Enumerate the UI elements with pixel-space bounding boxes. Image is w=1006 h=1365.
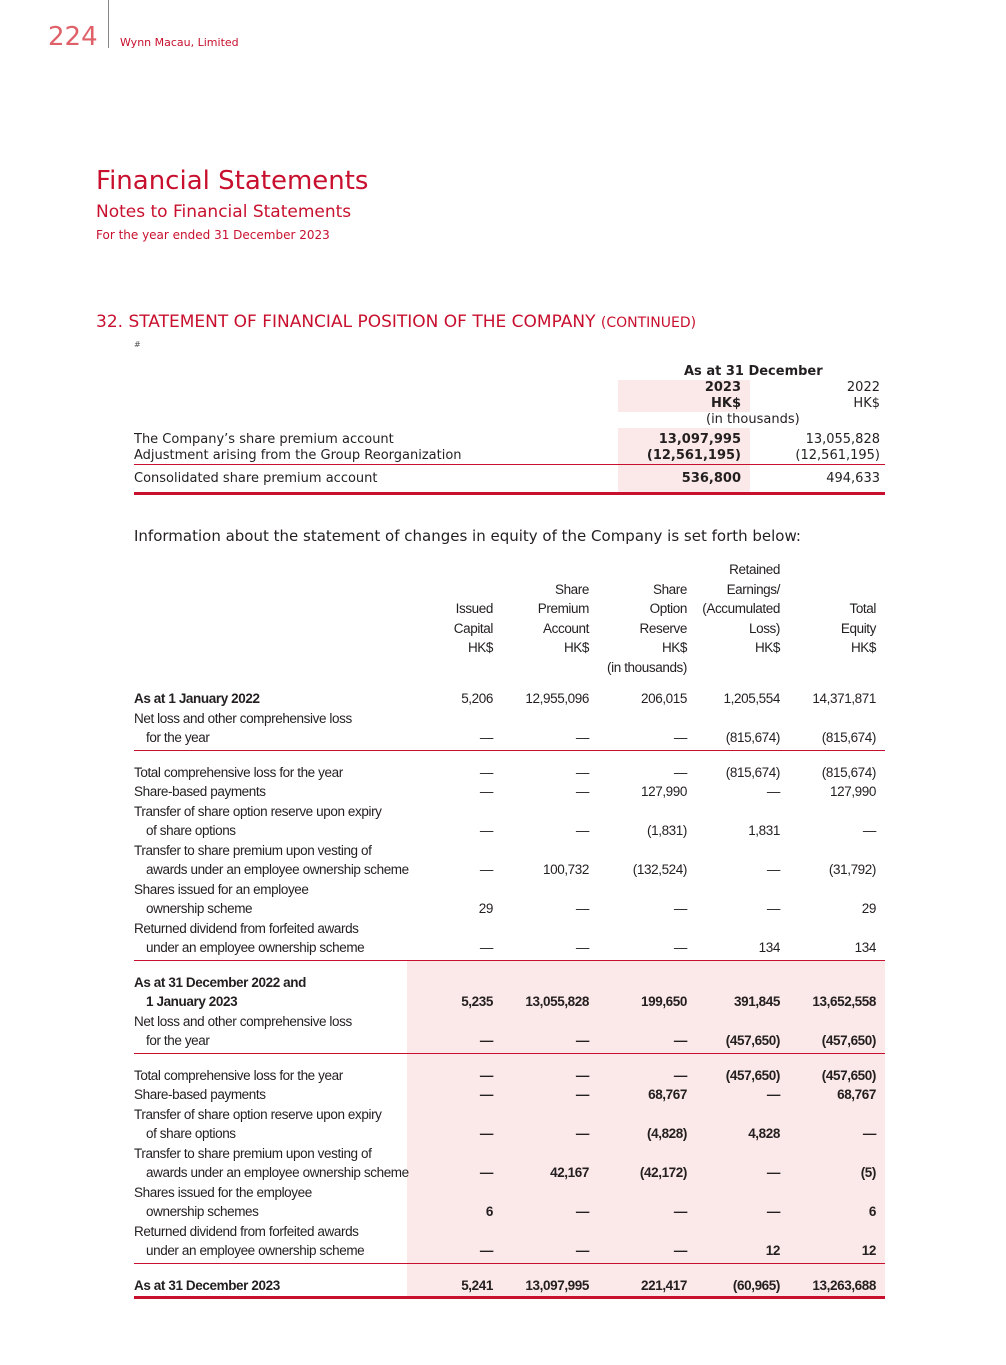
row-values bbox=[407, 860, 885, 880]
cell-value: (60,965) bbox=[732, 1277, 780, 1293]
table-header-row bbox=[134, 396, 885, 412]
column-header: Premium bbox=[537, 601, 589, 616]
row-label: 1 January 2023 bbox=[146, 994, 238, 1009]
cell-value: 13,055,828 bbox=[525, 994, 589, 1009]
table-row bbox=[134, 1085, 885, 1105]
column-header: Reserve bbox=[639, 620, 687, 636]
table-row bbox=[134, 1222, 885, 1261]
row-values bbox=[407, 763, 885, 783]
cell-value: — bbox=[766, 784, 780, 799]
cell-value: (31,792) bbox=[828, 862, 876, 877]
row-values bbox=[407, 899, 885, 919]
row-label: Transfer to share premium upon vesting of bbox=[134, 842, 372, 858]
cell-value: — bbox=[673, 1033, 687, 1048]
row-values bbox=[407, 1163, 885, 1183]
cell-value: — bbox=[766, 1087, 780, 1102]
row-label: Net loss and other comprehensive loss bbox=[134, 1013, 352, 1029]
cell-value: — bbox=[673, 1067, 687, 1083]
table-row bbox=[134, 689, 885, 709]
cell-value: — bbox=[673, 1243, 687, 1258]
cell-value: — bbox=[575, 1067, 589, 1083]
cell-value: (4,828) bbox=[647, 1126, 687, 1141]
info-text: Information about the statement of changes in equity of the Company is set forth below: bbox=[134, 527, 801, 545]
section-heading bbox=[96, 312, 696, 332]
cell-value: 5,206 bbox=[461, 691, 493, 706]
table-row bbox=[134, 1105, 885, 1144]
cell-value: — bbox=[673, 1204, 687, 1219]
spacer bbox=[134, 677, 885, 689]
row-values bbox=[407, 1085, 885, 1105]
row-divider bbox=[134, 1296, 885, 1299]
section-title: 32. STATEMENT OF FINANCIAL POSITION OF THE COMPANY bbox=[96, 312, 596, 332]
cell-value: — bbox=[766, 1165, 780, 1180]
cell-value: — bbox=[575, 901, 589, 916]
cell-value: (42,172) bbox=[639, 1165, 687, 1180]
row-label: under an employee ownership scheme bbox=[146, 1243, 365, 1258]
spacer bbox=[134, 961, 885, 973]
cell-value: (457,650) bbox=[725, 1033, 780, 1048]
row-label: Transfer of share option reserve upon expiry bbox=[134, 803, 382, 819]
cell-value: — bbox=[479, 1126, 493, 1141]
cell-value: — bbox=[673, 764, 687, 780]
table-row bbox=[134, 465, 885, 492]
value-2023: 13,097,995 bbox=[618, 432, 750, 448]
spacer bbox=[134, 751, 885, 763]
cell-value: (457,650) bbox=[821, 1067, 876, 1083]
column-header: HK$ bbox=[467, 640, 493, 655]
column-header: Loss) bbox=[748, 620, 780, 636]
page-title: Financial Statements bbox=[96, 166, 369, 196]
spacer bbox=[134, 1054, 885, 1066]
cell-value: 12 bbox=[765, 1243, 780, 1258]
cell-value: 134 bbox=[758, 940, 780, 955]
cell-value: — bbox=[862, 1126, 876, 1141]
cell-value: — bbox=[479, 1033, 493, 1048]
value-2022: (12,561,195) bbox=[795, 448, 880, 463]
row-label: Consolidated share premium account bbox=[134, 471, 378, 486]
header-divider bbox=[108, 0, 109, 48]
row-label: Net loss and other comprehensive loss bbox=[134, 710, 352, 726]
table-row bbox=[134, 1012, 885, 1051]
row-label: Shares issued for the employee bbox=[134, 1184, 312, 1200]
cell-value: — bbox=[479, 1165, 493, 1180]
currency-2023: HK$ bbox=[618, 396, 750, 412]
row-label: Share-based payments bbox=[134, 784, 266, 799]
cell-value: — bbox=[575, 730, 589, 745]
cell-value: 42,167 bbox=[550, 1165, 589, 1180]
table-row bbox=[134, 919, 885, 958]
value-2023: (12,561,195) bbox=[618, 448, 750, 464]
column-header: HK$ bbox=[754, 640, 780, 655]
row-label: As at 1 January 2022 bbox=[134, 691, 260, 706]
total-divider bbox=[134, 492, 885, 495]
cell-value: — bbox=[479, 823, 493, 838]
table-row bbox=[134, 880, 885, 919]
row-label: Returned dividend from forfeited awards bbox=[134, 1223, 359, 1239]
column-header: Issued bbox=[455, 601, 493, 616]
cell-value: 14,371,871 bbox=[812, 691, 876, 706]
cell-value: 199,650 bbox=[641, 994, 687, 1009]
cell-value: 5,235 bbox=[461, 994, 493, 1009]
row-label: under an employee ownership scheme bbox=[146, 940, 365, 955]
cell-value: — bbox=[575, 1243, 589, 1258]
cell-value: — bbox=[673, 901, 687, 916]
row-label: As at 31 December 2023 bbox=[134, 1277, 280, 1293]
column-header: (Accumulated bbox=[702, 601, 780, 616]
cell-value: 13,652,558 bbox=[812, 994, 876, 1009]
cell-value: — bbox=[575, 1126, 589, 1141]
column-header: Share bbox=[652, 581, 687, 597]
cell-value: 12,955,096 bbox=[525, 691, 589, 706]
row-label: Transfer to share premium upon vesting of bbox=[134, 1145, 372, 1161]
table-row bbox=[134, 1144, 885, 1183]
row-values bbox=[407, 1241, 885, 1261]
column-header: Equity bbox=[840, 620, 876, 636]
cell-value: 5,241 bbox=[461, 1277, 493, 1293]
table-row bbox=[134, 841, 885, 880]
table-header bbox=[134, 560, 885, 677]
cell-value: (815,674) bbox=[821, 764, 876, 780]
cell-value: 29 bbox=[861, 901, 876, 916]
value-2022: 13,055,828 bbox=[805, 432, 880, 447]
cell-value: — bbox=[479, 784, 493, 799]
table-row bbox=[134, 1066, 885, 1086]
col-2022: 2022 bbox=[846, 380, 880, 395]
cell-value: 100,732 bbox=[543, 862, 589, 877]
cell-value: — bbox=[673, 730, 687, 745]
spacer bbox=[134, 748, 885, 750]
row-label: Returned dividend from forfeited awards bbox=[134, 920, 359, 936]
cell-value: 1,205,554 bbox=[723, 691, 780, 706]
row-values bbox=[407, 1202, 885, 1222]
col-2023: 2023 bbox=[618, 380, 750, 396]
row-label: Total comprehensive loss for the year bbox=[134, 764, 343, 780]
row-values bbox=[407, 689, 885, 709]
row-label: Adjustment arising from the Group Reorganization bbox=[134, 448, 462, 463]
row-label: Share-based payments bbox=[134, 1087, 266, 1102]
row-values bbox=[407, 728, 885, 748]
page-subtitle: Notes to Financial Statements bbox=[96, 202, 352, 222]
row-label: awards under an employee ownership scheme bbox=[146, 862, 409, 877]
row-values bbox=[407, 1066, 885, 1086]
cell-value: — bbox=[766, 1204, 780, 1219]
table-body bbox=[134, 677, 885, 1299]
column-header: Earnings/ bbox=[726, 581, 780, 597]
cell-value: (815,674) bbox=[725, 730, 780, 745]
row-label: The Company’s share premium account bbox=[134, 432, 394, 447]
cell-value: — bbox=[479, 1087, 493, 1102]
row-label: awards under an employee ownership scheme bbox=[146, 1165, 409, 1180]
cell-value: — bbox=[766, 901, 780, 916]
row-label: for the year bbox=[146, 730, 210, 745]
table-row bbox=[134, 763, 885, 783]
row-values bbox=[407, 1276, 885, 1296]
cell-value: — bbox=[575, 764, 589, 780]
cell-value: — bbox=[479, 1243, 493, 1258]
row-values bbox=[407, 821, 885, 841]
changes-in-equity-table bbox=[134, 560, 885, 1299]
column-header: HK$ bbox=[850, 640, 876, 655]
row-label: Transfer of share option reserve upon expiry bbox=[134, 1106, 382, 1122]
cell-value: 134 bbox=[854, 940, 876, 955]
cell-value: — bbox=[575, 823, 589, 838]
cell-value: (815,674) bbox=[821, 730, 876, 745]
section-mark: # bbox=[134, 340, 141, 349]
cell-value: 127,990 bbox=[641, 784, 687, 799]
row-values bbox=[407, 1124, 885, 1144]
column-header: Total bbox=[849, 601, 876, 616]
section-continued: (CONTINUED) bbox=[600, 315, 697, 331]
row-values bbox=[407, 1031, 885, 1051]
table-row bbox=[134, 448, 885, 464]
cell-value: — bbox=[766, 862, 780, 877]
table-row bbox=[134, 1276, 885, 1296]
cell-value: — bbox=[479, 764, 493, 780]
cell-value: 13,097,995 bbox=[525, 1277, 589, 1293]
page-number: 224 bbox=[48, 22, 98, 52]
cell-value: — bbox=[479, 730, 493, 745]
cell-value: 68,767 bbox=[837, 1087, 876, 1102]
column-header: Option bbox=[649, 601, 687, 616]
table-row bbox=[134, 782, 885, 802]
cell-value: (815,674) bbox=[725, 764, 780, 780]
column-header: Retained bbox=[729, 562, 780, 577]
spacer bbox=[134, 1264, 885, 1276]
company-name: Wynn Macau, Limited bbox=[120, 36, 239, 49]
table-row bbox=[134, 1183, 885, 1222]
cell-value: 4,828 bbox=[748, 1126, 780, 1141]
cell-value: (132,524) bbox=[632, 862, 687, 877]
cell-value: — bbox=[575, 1204, 589, 1219]
table-header-row bbox=[134, 412, 885, 428]
table-header-row bbox=[134, 380, 885, 396]
cell-value: 1,831 bbox=[748, 823, 780, 838]
cell-value: (5) bbox=[860, 1165, 876, 1180]
value-2022: 494,633 bbox=[826, 471, 880, 486]
table-row bbox=[134, 973, 885, 1012]
cell-value: (457,650) bbox=[725, 1067, 780, 1083]
row-values bbox=[407, 782, 885, 802]
cell-value: — bbox=[862, 823, 876, 838]
spacer bbox=[134, 1261, 885, 1263]
column-header: Account bbox=[543, 620, 589, 636]
row-label: Total comprehensive loss for the year bbox=[134, 1067, 343, 1083]
column-header: Capital bbox=[453, 620, 493, 636]
cell-value: — bbox=[575, 1033, 589, 1048]
cell-value: — bbox=[479, 862, 493, 877]
spacer bbox=[134, 1051, 885, 1053]
spacer bbox=[134, 958, 885, 960]
unit-label: (in thousands) bbox=[706, 412, 800, 427]
cell-value: 221,417 bbox=[641, 1277, 687, 1293]
cell-value: 29 bbox=[478, 901, 493, 916]
row-label: for the year bbox=[146, 1033, 210, 1048]
row-label: Shares issued for an employee bbox=[134, 881, 309, 897]
table-header-row bbox=[134, 364, 885, 380]
cell-value: 6 bbox=[485, 1204, 493, 1219]
row-label: As at 31 December 2022 and bbox=[134, 974, 306, 990]
share-premium-table bbox=[134, 364, 885, 495]
spacer bbox=[134, 1295, 885, 1296]
table-row bbox=[134, 802, 885, 841]
currency-2022: HK$ bbox=[853, 396, 880, 411]
table-row bbox=[134, 432, 885, 448]
column-header: Share bbox=[554, 581, 589, 597]
cell-value: 391,845 bbox=[734, 994, 780, 1009]
cell-value: — bbox=[575, 1087, 589, 1102]
column-header: HK$ bbox=[661, 640, 687, 655]
row-label: of share options bbox=[146, 823, 236, 838]
cell-value: — bbox=[673, 940, 687, 955]
cell-value: — bbox=[479, 940, 493, 955]
value-2023: 536,800 bbox=[618, 465, 750, 492]
row-label: ownership schemes bbox=[146, 1204, 259, 1219]
cell-value: — bbox=[479, 1067, 493, 1083]
group-header: As at 31 December bbox=[684, 364, 823, 379]
table-row bbox=[134, 709, 885, 748]
cell-value: 13,263,688 bbox=[812, 1277, 876, 1293]
cell-value: 6 bbox=[868, 1204, 876, 1219]
unit-label: (in thousands) bbox=[607, 659, 687, 675]
row-label: of share options bbox=[146, 1126, 236, 1141]
cell-value: 206,015 bbox=[641, 691, 687, 706]
cell-value: (1,831) bbox=[647, 823, 687, 838]
column-header: HK$ bbox=[563, 640, 589, 655]
cell-value: 12 bbox=[861, 1243, 876, 1258]
cell-value: — bbox=[575, 784, 589, 799]
cell-value: (457,650) bbox=[821, 1033, 876, 1048]
row-values bbox=[407, 992, 885, 1012]
row-label: ownership scheme bbox=[146, 901, 253, 916]
period-text: For the year ended 31 December 2023 bbox=[96, 228, 330, 242]
row-values bbox=[407, 938, 885, 958]
cell-value: 127,990 bbox=[830, 784, 876, 799]
cell-value: 68,767 bbox=[648, 1087, 687, 1102]
cell-value: — bbox=[575, 940, 589, 955]
